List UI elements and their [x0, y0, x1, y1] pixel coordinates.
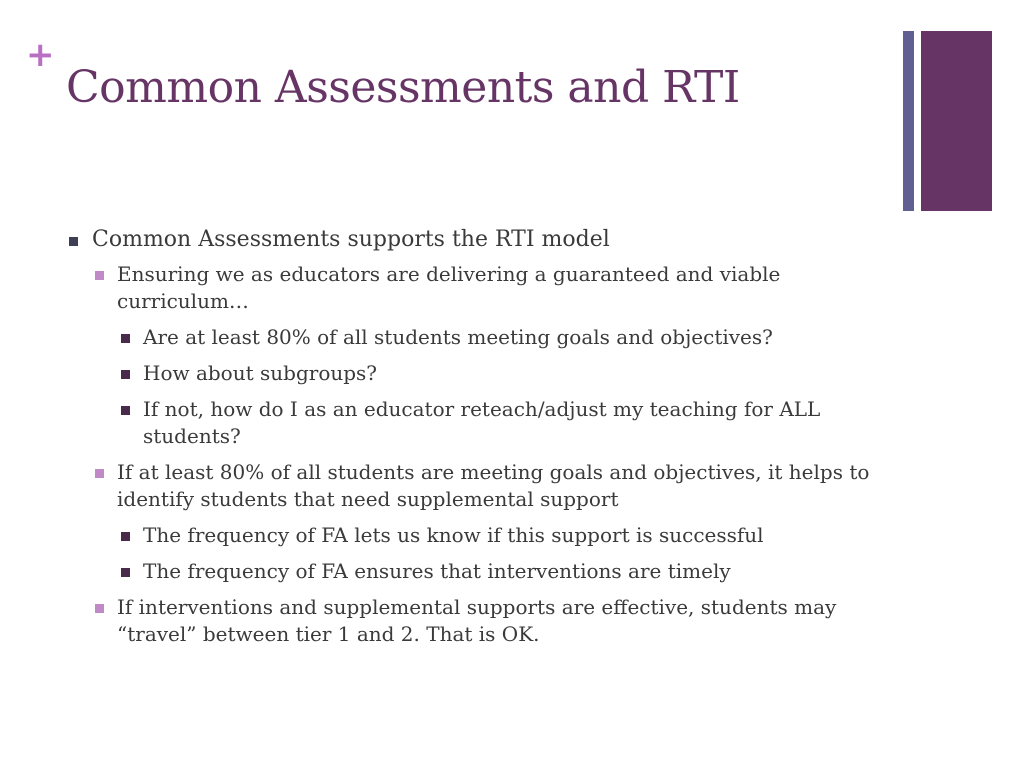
plus-icon: + — [26, 35, 55, 75]
square-bullet-icon — [121, 406, 130, 415]
square-bullet-icon — [95, 271, 104, 280]
square-bullet-icon — [95, 469, 104, 478]
square-bullet-icon — [121, 370, 130, 379]
sub-sub-bullet-item — [66, 396, 896, 450]
bullet-text: Are at least 80% of all students meeting goals and objectives? — [143, 325, 773, 349]
sub-sub-bullet-item — [66, 324, 896, 351]
accent-bar-thin — [903, 31, 914, 211]
square-bullet-icon — [69, 237, 78, 246]
sub-sub-bullet-item — [66, 558, 896, 585]
square-bullet-icon — [121, 532, 130, 541]
sub-sub-bullet-item — [66, 360, 896, 387]
bullet-text: Ensuring we as educators are delivering a guaranteed and viable curriculum… — [117, 262, 781, 313]
bullet-text: If at least 80% of all students are meeting goals and objectives, it helps to identify students that need supplemental support — [117, 460, 870, 511]
sub-bullet-item — [66, 594, 896, 648]
square-bullet-icon — [121, 334, 130, 343]
bullet-item — [66, 226, 896, 254]
sub-bullet-item — [66, 459, 896, 513]
bullet-text: The frequency of FA ensures that interventions are timely — [143, 559, 731, 583]
square-bullet-icon — [121, 568, 130, 577]
bullet-text: If not, how do I as an educator reteach/adjust my teaching for ALL students? — [143, 397, 821, 448]
bullet-text: Common Assessments supports the RTI model — [92, 227, 610, 252]
sub-sub-bullet-item — [66, 522, 896, 549]
square-bullet-icon — [95, 604, 104, 613]
bullet-text: If interventions and supplemental supports are effective, students may “travel” between tier 1 and 2. That is OK. — [117, 595, 837, 646]
accent-bar-thick — [921, 31, 992, 211]
sub-bullet-item — [66, 261, 896, 315]
bullet-text: How about subgroups? — [143, 361, 378, 385]
bullet-text: The frequency of FA lets us know if this support is successful — [143, 523, 764, 547]
slide-title: Common Assessments and RTI — [66, 62, 740, 113]
bullet-list — [66, 226, 896, 657]
